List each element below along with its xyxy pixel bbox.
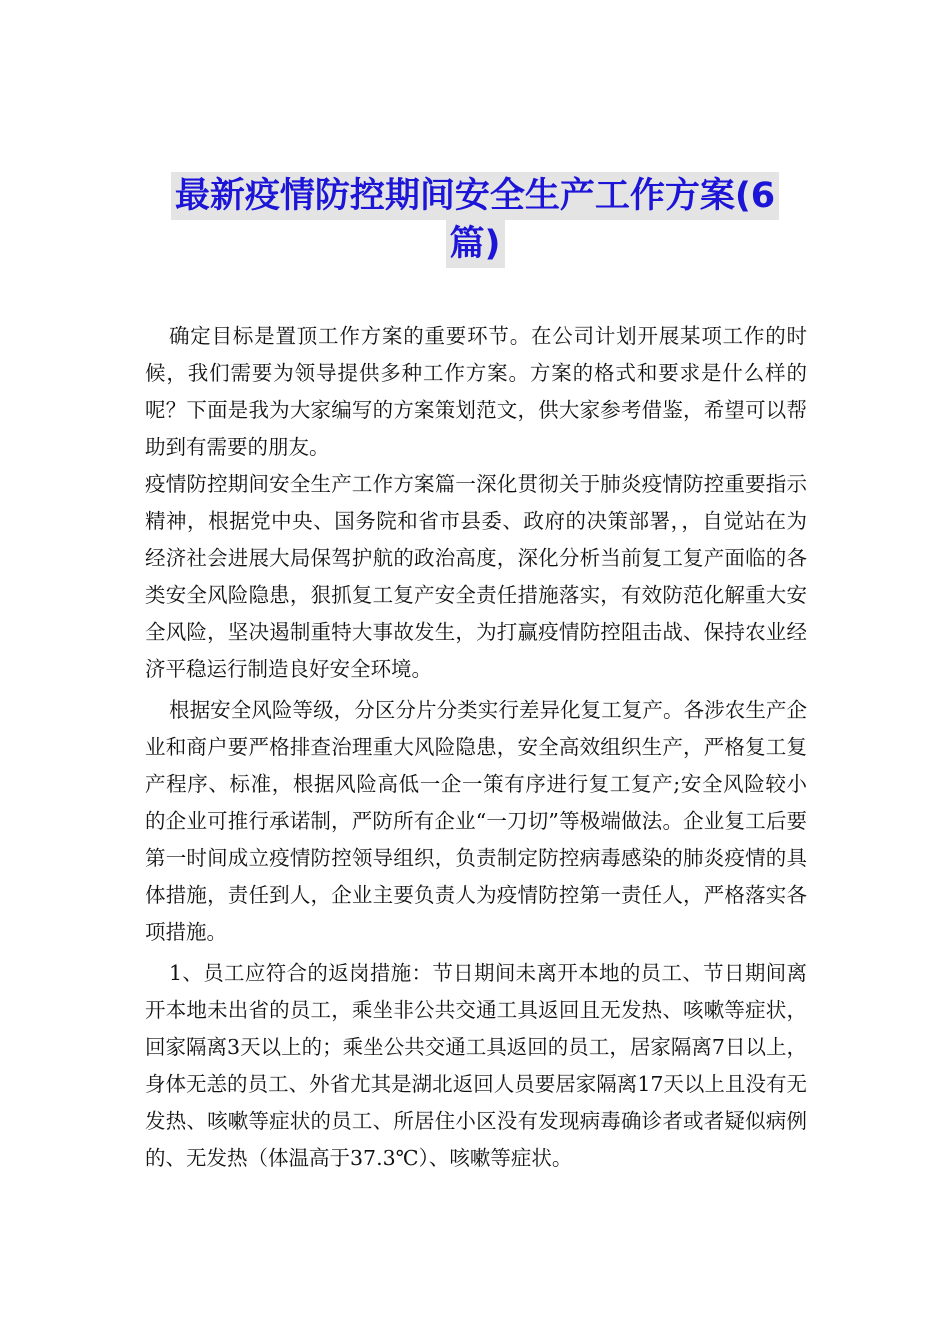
intro-paragraph: 确定目标是置顶工作方案的重要环节。在公司计划开展某项工作的时候，我们需要为领导提供多种工作方案。方案的格式和要求是什么样的呢？下面是我为大家编写的方案策划范文，供大家参考借鉴，希望可以帮助到有需要的朋友。 (145, 324, 807, 459)
document-body (145, 318, 807, 1177)
risk-level-paragraph: 根据安全风险等级，分区分片分类实行差异化复工复产。各涉农生产企业和商户要严格排查治理重大风险隐患，安全高效组织生产，严格复工复产程序、标准，根据风险高低一企一策有序进行复工复产;安全风险较小的企业可推行承诺制，严防所有企业“一刀切”等极端做法。企业复工后要第一时间成立疫情防控领导组织，负责制定防控病毒感染的肺炎疫情的具体措施，责任到人，企业主要负责人为疫情防控第一责任人，严格落实各项措施。 (145, 698, 807, 944)
title-line-2: 篇) (446, 220, 505, 268)
plan-one-paragraph: 疫情防控期间安全生产工作方案篇一深化贯彻关于肺炎疫情防控重要指示精神，根据党中央、国务院和省市县委、政府的决策部署，，自觉站在为经济社会进展大局保驾护航的政治高度，深化分析当前复工复产面临的各类安全风险隐患，狠抓复工复产安全责任措施落实，有效防范化解重大安全风险，坚决遏制重特大事故发生，为打赢疫情防控阻击战、保持农业经济平稳运行制造良好安全环境。 (145, 472, 807, 681)
document-title (140, 172, 810, 268)
return-measures-paragraph: 1、员工应符合的返岗措施：节日期间未离开本地的员工、节日期间离开本地未出省的员工，乘坐非公共交通工具返回且无发热、咳嗽等症状，回家隔离3天以上的；乘坐公共交通工具返回的员工，居家隔离7日以上，身体无恙的员工、外省尤其是湖北返回人员要居家隔离17天以上且没有无发热、咳嗽等症状的员工、所居住小区没有发现病毒确诊者或者疑似病例的、无发热（体温高于37.3℃）、咳嗽等症状。 (145, 961, 807, 1170)
title-line-1: 最新疫情防控期间安全生产工作方案(6 (171, 172, 779, 220)
